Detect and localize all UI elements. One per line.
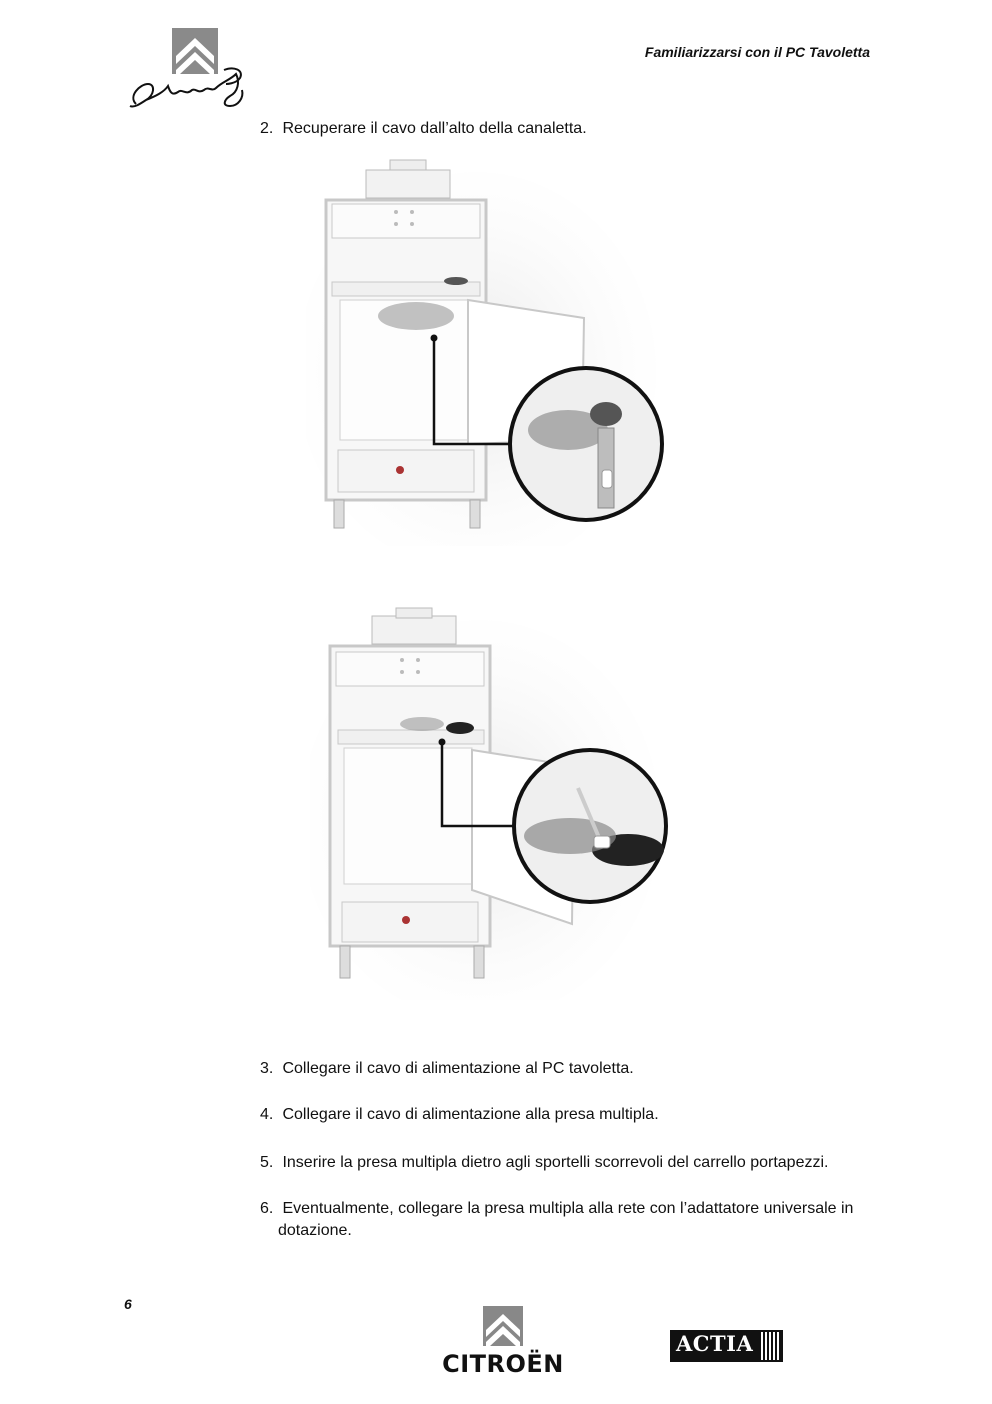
actia-wordmark: ACTIA (672, 1332, 757, 1360)
step-text: Collegare il cavo di alimentazione alla presa multipla. (282, 1106, 659, 1123)
lexia3-logo (126, 26, 248, 112)
step-number: 4. (260, 1106, 274, 1123)
actia-grid-icon (757, 1332, 781, 1360)
step-5 (260, 1152, 880, 1174)
page-number: 6 (124, 1296, 132, 1312)
cart-cable-duct-illustration (306, 152, 678, 546)
citroen-wordmark: CITROËN (442, 1350, 564, 1378)
step-number: 6. (260, 1200, 274, 1217)
step-3 (260, 1058, 880, 1080)
step-2 (260, 118, 880, 140)
step-number: 2. (260, 120, 274, 137)
step-number: 3. (260, 1060, 274, 1077)
step-4 (260, 1104, 880, 1126)
step-text: Eventualmente, collegare la presa multipla alla rete con l’adattatore universale in (282, 1200, 854, 1217)
step-6 (260, 1198, 880, 1242)
actia-logo (670, 1330, 783, 1362)
step-text: Recuperare il cavo dall’alto della canaletta. (282, 120, 587, 137)
header-title: Familiarizzarsi con il PC Tavoletta (644, 44, 870, 60)
cart-power-outlet-illustration (310, 600, 682, 1000)
step-text: Inserire la presa multipla dietro agli sportelli scorrevoli del carrello portapezzi. (282, 1154, 829, 1171)
step-text-continuation: dotazione. (278, 1222, 352, 1239)
step-number: 5. (260, 1154, 274, 1171)
step-text: Collegare il cavo di alimentazione al PC tavoletta. (282, 1060, 634, 1077)
